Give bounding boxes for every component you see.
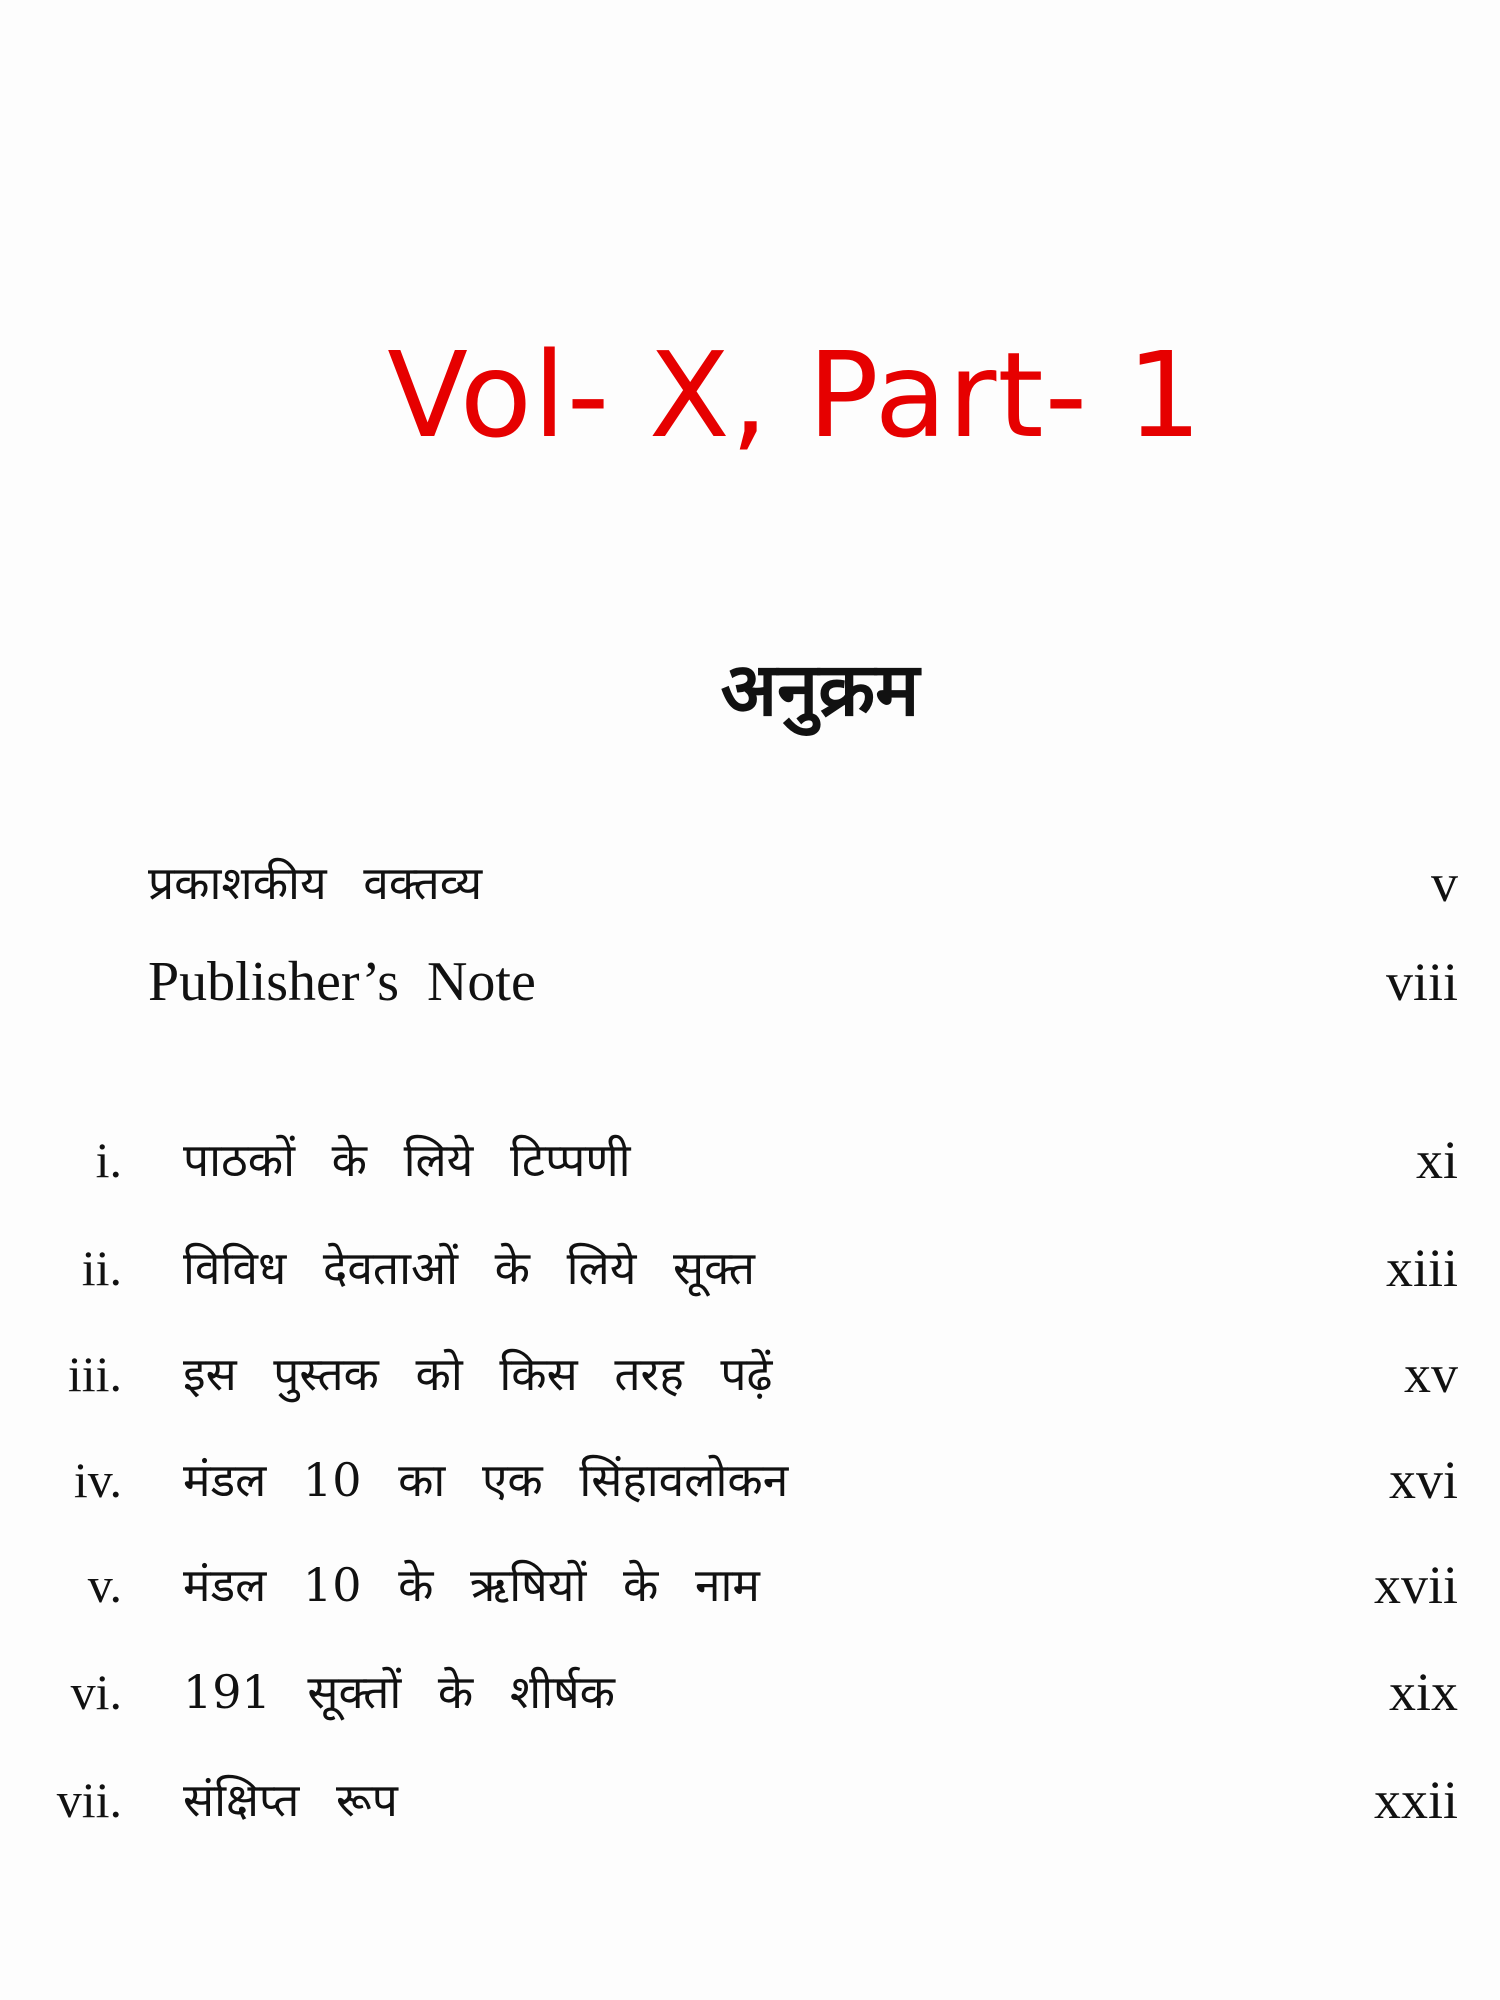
toc-entry-number: iv.	[73, 1452, 122, 1508]
toc-entry-front-2	[0, 942, 1500, 1022]
toc-entry-title: विविध देवताओं के लिये सूक्त	[183, 1241, 755, 1295]
toc-entry-page: viii	[1385, 952, 1458, 1012]
toc-entry-title: मंडल 10 के ऋषियों के नाम	[183, 1558, 760, 1612]
toc-entry-page: v	[1431, 853, 1458, 913]
volume-title: Vol- X, Part- 1	[387, 326, 1203, 464]
toc-entry-title: संक्षिप्त रूप	[183, 1773, 398, 1827]
toc-entry-title: Publisher’s Note	[148, 951, 536, 1013]
toc-entry-page: xv	[1404, 1344, 1458, 1404]
toc-entry-number: vii.	[56, 1772, 122, 1828]
toc-entry-title: 191 सूक्तों के शीर्षक	[183, 1665, 615, 1719]
toc-entry-4	[0, 1440, 1500, 1520]
contents-heading: अनुक्रम	[720, 647, 920, 733]
toc-entry-number: ii.	[81, 1240, 122, 1296]
toc-entry-7	[0, 1760, 1500, 1840]
toc-entry-number: v.	[87, 1557, 122, 1613]
toc-entry-front-1	[0, 843, 1500, 923]
toc-entry-page: xxii	[1373, 1770, 1458, 1830]
toc-entry-title: प्रकाशकीय वक्तव्य	[148, 856, 483, 910]
toc-entry-number: iii.	[67, 1346, 122, 1402]
toc-entry-page: xvii	[1373, 1555, 1458, 1615]
toc-entry-5	[0, 1545, 1500, 1625]
toc-entry-number: i.	[95, 1132, 122, 1188]
toc-entry-page: xix	[1388, 1662, 1458, 1722]
toc-entry-6	[0, 1652, 1500, 1732]
toc-entry-title: मंडल 10 का एक सिंहावलोकन	[183, 1453, 789, 1507]
toc-entry-title: पाठकों के लिये टिप्पणी	[183, 1133, 631, 1187]
toc-entry-number: vi.	[70, 1664, 122, 1720]
toc-entry-1	[0, 1120, 1500, 1200]
toc-entry-page: xvi	[1388, 1450, 1458, 1510]
toc-entry-2	[0, 1228, 1500, 1308]
toc-entry-page: xi	[1415, 1130, 1458, 1190]
toc-entry-3	[0, 1334, 1500, 1414]
toc-entry-page: xiii	[1385, 1238, 1458, 1298]
toc-entry-title: इस पुस्तक को किस तरह पढ़ें	[183, 1347, 773, 1401]
